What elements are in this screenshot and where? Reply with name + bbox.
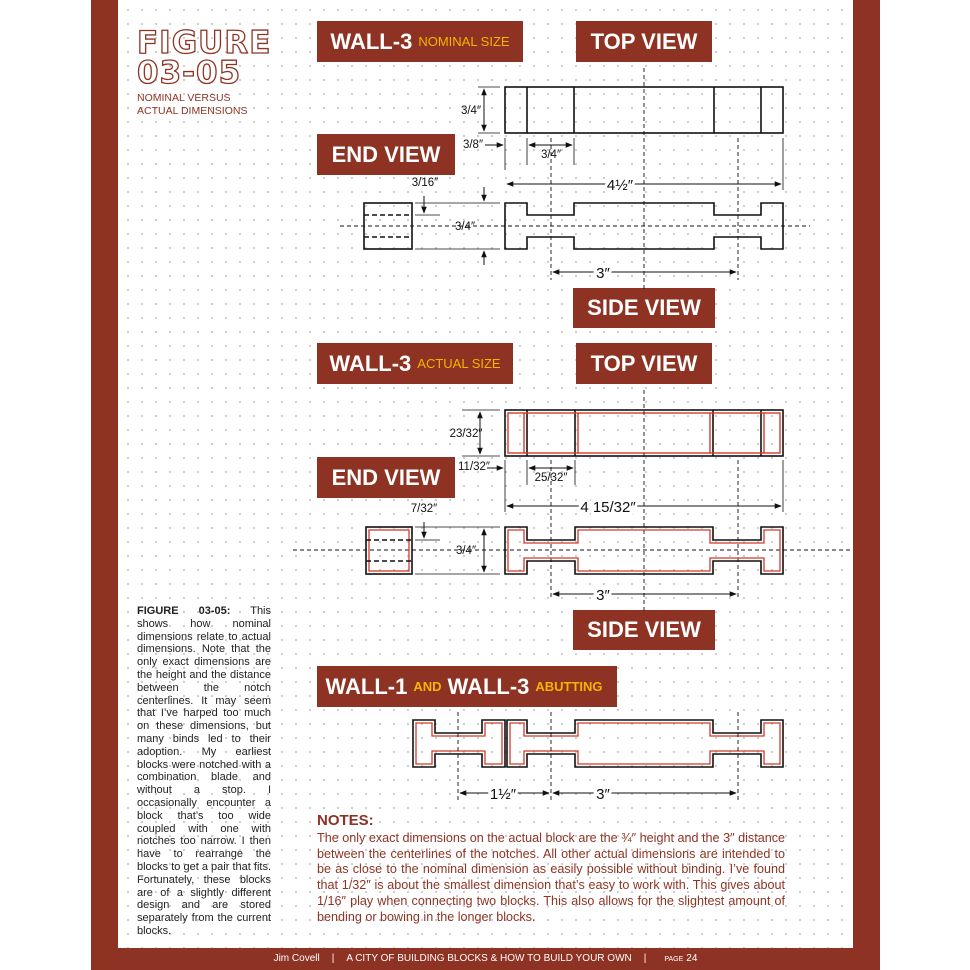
dim-nominal-height: 3/4″ bbox=[460, 105, 482, 117]
figure-caption bbox=[137, 605, 271, 938]
wall3-nominal-small: NOMINAL SIZE bbox=[418, 34, 510, 49]
dim-nominal-notch-depth: 3/16″ bbox=[411, 177, 439, 189]
dim-abut-left: 1½″ bbox=[489, 786, 517, 803]
abut-small: ABUTTING bbox=[535, 679, 603, 694]
footer-author: Jim Covell bbox=[273, 953, 320, 964]
dim-nominal-length: 4½″ bbox=[606, 177, 634, 194]
dim-actual-notch-width: 25/32″ bbox=[534, 472, 568, 484]
wall3-actual-main: WALL-3 bbox=[329, 350, 412, 376]
actual-centerlines bbox=[293, 390, 850, 612]
abut-wall1: WALL-1 bbox=[325, 673, 408, 699]
footer-separator: | bbox=[643, 953, 647, 964]
abutting-wall1 bbox=[413, 720, 505, 767]
footer-page-word: PAGE bbox=[664, 956, 684, 963]
wall3-nominal-main: WALL-3 bbox=[330, 28, 413, 54]
dim-actual-center-dist: 3″ bbox=[596, 587, 610, 604]
dim-actual-length: 4 15/32″ bbox=[580, 499, 636, 516]
top-view-label-actual: TOP VIEW bbox=[576, 343, 712, 384]
dim-nominal-center-dist: 3″ bbox=[596, 265, 610, 282]
page-footer bbox=[91, 953, 880, 964]
dim-abut-right: 3″ bbox=[596, 786, 610, 803]
dim-nominal-side-height: 3/4″ bbox=[454, 221, 476, 233]
end-view-label-nominal: END VIEW bbox=[317, 134, 455, 175]
dim-nominal-end-offset: 3/8″ bbox=[462, 139, 484, 151]
dim-actual-height: 23/32″ bbox=[449, 428, 483, 440]
figure-title-number: 03-05 bbox=[137, 55, 242, 91]
top-view-label-nominal: TOP VIEW bbox=[576, 21, 712, 62]
figure-subtitle-line1: NOMINAL VERSUS bbox=[137, 92, 231, 104]
abutting-wall3 bbox=[507, 720, 783, 767]
actual-end-view bbox=[366, 527, 412, 574]
dim-actual-end-offset: 11/32″ bbox=[458, 461, 490, 473]
footer-book-title: A CITY OF BUILDING BLOCKS & HOW TO BUILD YOUR OWN bbox=[346, 953, 632, 964]
figure-title-word: FIGURE bbox=[137, 25, 272, 61]
notes-title: NOTES: bbox=[317, 812, 374, 829]
nominal-centerlines bbox=[340, 68, 810, 290]
dim-actual-side-height: 3/4″ bbox=[455, 545, 477, 557]
footer-page-number: 24 bbox=[686, 953, 698, 964]
end-view-label-actual: END VIEW bbox=[317, 457, 455, 498]
figure-subtitle-line2: ACTUAL DIMENSIONS bbox=[137, 104, 248, 117]
abut-wall3: WALL-3 bbox=[447, 673, 530, 699]
abut-and: AND bbox=[413, 679, 442, 694]
wall3-actual-small: ACTUAL SIZE bbox=[417, 356, 501, 371]
notes-body: The only exact dimensions on the actual block are the ¾″ height and the 3″ distance between the centerlines of the notches. All other actual dimensions are intended to be as close to the nominal dimension as easily possible without binding. I’ve found that 1/32″ is about the smallest dimension that’s easy to work with. This gives about 1/16″ play when connecting two blocks. This also allows for the slightest amount of bending or bowing in the longer blocks. bbox=[317, 831, 785, 924]
caption-text: This shows how nominal dimensions relate to actual dimensions. Note that the only exact dimensions are the height and the distance between the notch centerlines. It may seem that I’ve harped too much on these dimensions, but many binds led to their adoption. My earliest blocks were notched with a combination blade and without a stop. I occasionally encounter a block that’s too wide coupled with one with notches too narrow. I then have to rearrange the blocks to get a pair that fits. Fortunately, these blocks are of a slightly different design and are stored separately from the current blocks. bbox=[137, 605, 271, 937]
side-view-label-nominal: SIDE VIEW bbox=[573, 288, 715, 328]
side-view-label-actual: SIDE VIEW bbox=[573, 610, 715, 650]
dim-actual-notch-depth: 7/32″ bbox=[410, 503, 438, 515]
caption-lead: FIGURE 03-05: bbox=[137, 605, 231, 617]
footer-separator: | bbox=[331, 953, 335, 964]
dim-nominal-notch-width: 3/4″ bbox=[540, 149, 562, 161]
